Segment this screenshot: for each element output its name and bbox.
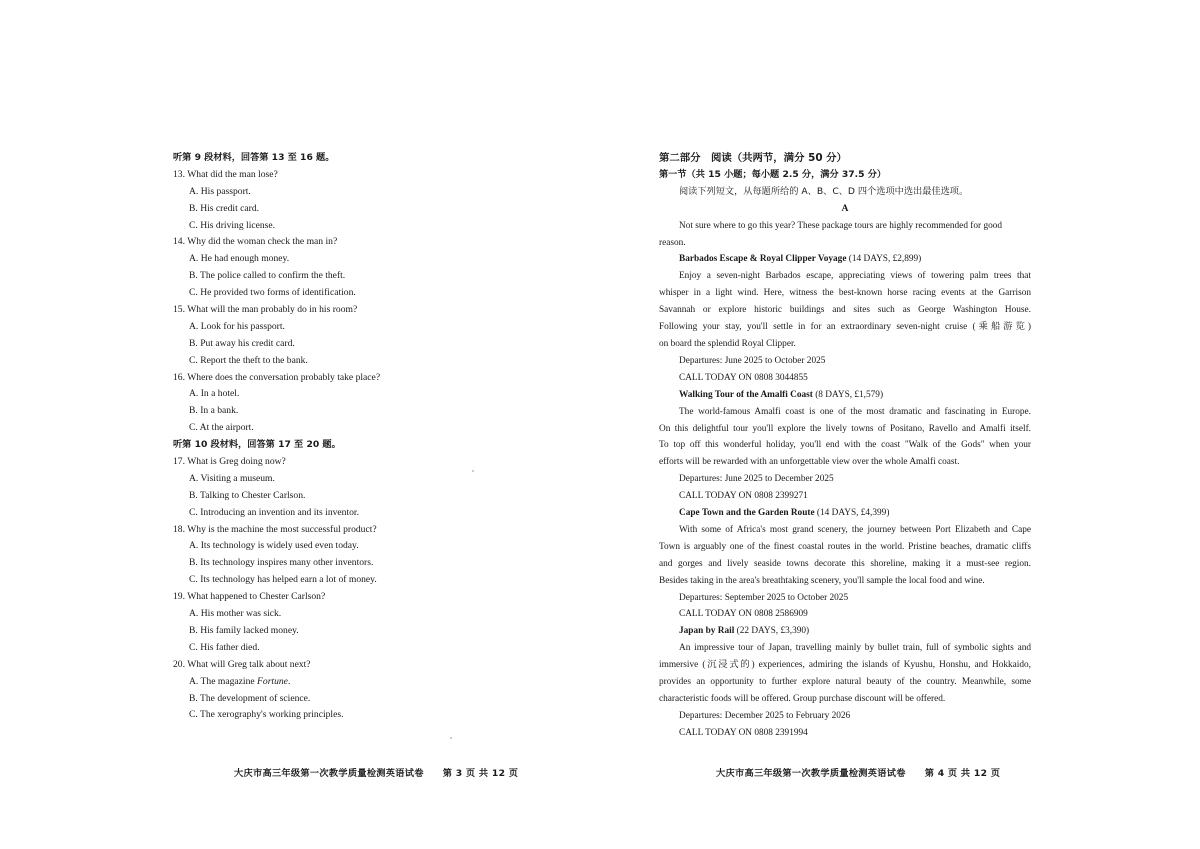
tour4-line-1: An impressive tour of Japan, travelling mainly by bullet train, full of symbolic sights and <box>679 643 1031 654</box>
part-title: 第二部分 阅读（共两节，满分 50 分） <box>659 152 847 164</box>
tour1-line-1: Enjoy a seven-night Barbados escape, appreciating views of towering palm trees that <box>679 271 1031 282</box>
option-20c: C. The xerography's working principles. <box>189 709 344 721</box>
option-15c: C. Report the theft to the bank. <box>189 354 308 366</box>
option-14b: B. The police called to confirm the theft. <box>189 270 346 282</box>
tour1-meta: (14 DAYS, £2,899) <box>846 254 922 265</box>
option-20a-suffix: . <box>287 675 291 687</box>
option-16b: B. In a bank. <box>189 405 239 417</box>
tour2-phone: CALL TODAY ON 0808 2399271 <box>679 491 808 502</box>
option-19a: A. His mother was sick. <box>189 608 282 620</box>
tour2-heading <box>659 387 1031 404</box>
tour2-departures: Departures: June 2025 to December 2025 <box>679 474 834 485</box>
magazine-title: Fortune <box>257 675 288 687</box>
tour4-departures: Departures: December 2025 to February 2026 <box>679 710 851 721</box>
tour1-line-4: Following your stay, you'll settle in for an extraordinary seven-night cruise (乘船游览) <box>659 322 1031 333</box>
option-17c: C. Introducing an invention and its inventor. <box>189 506 359 518</box>
tour2-meta: (8 DAYS, £1,579) <box>812 389 884 400</box>
question-15: 15. What will the man probably do in his room? <box>173 304 358 316</box>
question-13: 13. What did the man lose? <box>173 168 278 180</box>
tour4-line-3: provides an opportunity to further explore natural beauty of the country. Meanwhile, some <box>659 677 1031 688</box>
option-19c: C. His father died. <box>189 641 260 653</box>
scan-speck <box>450 737 452 739</box>
option-13b: B. His credit card. <box>189 202 260 214</box>
option-15a: A. Look for his passport. <box>189 320 285 332</box>
tour1-departures: Departures: June 2025 to October 2025 <box>679 355 826 366</box>
option-16a: A. In a hotel. <box>189 388 240 400</box>
tour3-line-1: With some of Africa's most grand scenery, the journey between Port Elizabeth and Cape <box>679 524 1031 535</box>
tour1-title: Barbados Escape & Royal Clipper Voyage <box>679 254 847 265</box>
tour1-heading <box>659 251 1031 268</box>
footer-page-3: 大庆市高三年级第一次教学质量检测英语试卷 第 3 页 共 12 页 <box>234 768 519 779</box>
section-heading-9: 听第 9 段材料，回答第 13 至 16 题。 <box>173 152 335 163</box>
intro-line-2: reason. <box>659 237 686 248</box>
option-20a-prefix: A. The magazine <box>189 675 258 687</box>
tour4-phone: CALL TODAY ON 0808 2391994 <box>679 727 808 738</box>
option-17a: A. Visiting a museum. <box>189 472 275 484</box>
option-20b: B. The development of science. <box>189 692 311 704</box>
tour3-departures: Departures: September 2025 to October 2025 <box>679 592 849 603</box>
tour1-phone: CALL TODAY ON 0808 3044855 <box>679 372 808 383</box>
option-16c: C. At the airport. <box>189 422 254 434</box>
option-18c: C. Its technology has helped earn a lot of money. <box>189 574 377 586</box>
question-18: 18. Why is the machine the most successful product? <box>173 523 377 535</box>
tour3-phone: CALL TODAY ON 0808 2586909 <box>679 609 808 620</box>
tour2-title: Walking Tour of the Amalfi Coast <box>679 389 813 400</box>
tour2-line-1: The world-famous Amalfi coast is one of the most dramatic and fascinating in Europe. <box>679 406 1031 417</box>
question-19: 19. What happened to Chester Carlson? <box>173 591 326 603</box>
question-20: 20. What will Greg talk about next? <box>173 658 311 670</box>
option-17b: B. Talking to Chester Carlson. <box>189 489 306 501</box>
tour3-heading <box>659 505 1031 522</box>
question-17: 17. What is Greg doing now? <box>173 456 286 468</box>
footer-page-4: 大庆市高三年级第一次教学质量检测英语试卷 第 4 页 共 12 页 <box>716 768 1001 779</box>
section-one-title: 第一节（共 15 小题；每小题 2.5 分，满分 37.5 分） <box>659 168 887 180</box>
question-14: 14. Why did the woman check the man in? <box>173 236 338 248</box>
option-19b: B. His family lacked money. <box>189 624 299 636</box>
option-13a: A. His passport. <box>189 185 251 197</box>
question-16: 16. Where does the conversation probably take place? <box>173 371 381 383</box>
tour3-line-3: and gorges and lively seaside towns decorate this shoreline, making it a must-see region. <box>659 558 1031 569</box>
tour1-line-5: on board the splendid Royal Clipper. <box>659 338 796 349</box>
tour1-line-3: Savannah or explore historic buildings and sites such as George Washington House. <box>659 305 1031 316</box>
option-14c: C. He provided two forms of identification. <box>189 287 356 299</box>
tour2-line-4: efforts will be rewarded with an unforgettable view over the whole Amalfi coast. <box>659 457 960 468</box>
option-13c: C. His driving license. <box>189 219 276 231</box>
option-18b: B. Its technology inspires many other inventors. <box>189 557 374 569</box>
tour2-line-3: To top off this wonderful holiday, you'll end with the coast "Walk of the Gods" when your <box>659 440 1031 451</box>
tour3-title: Cape Town and the Garden Route <box>679 508 815 519</box>
tour4-meta: (22 DAYS, £3,390) <box>734 626 810 637</box>
tour1-line-2: whisper in a light wind. Here, witness the best-known horse racing events at the Garrison <box>659 288 1031 299</box>
option-15b: B. Put away his credit card. <box>189 337 295 349</box>
tour2-line-2: On this delightful tour you'll explore the lively towns of Positano, Ravello and Amalfi itself. <box>659 423 1031 434</box>
instruction: 阅读下列短文，从每题所给的 A、B、C、D 四个选项中选出最佳选项。 <box>679 185 969 197</box>
tour4-heading <box>659 623 1031 640</box>
passage-letter: A <box>841 202 849 214</box>
section-heading-10: 听第 10 段材料，回答第 17 至 20 题。 <box>173 439 341 451</box>
scan-speck <box>472 470 474 472</box>
option-20a <box>173 674 573 691</box>
right-page <box>659 150 1031 742</box>
intro-line-1: Not sure where to go this year? These package tours are highly recommended for good <box>679 220 1003 231</box>
tour4-line-2: immersive (沉浸式的) experiences, admiring the islands of Kyushu, Honshu, and Hokkaido, <box>659 660 1031 671</box>
left-page <box>173 150 573 724</box>
option-14a: A. He had enough money. <box>189 253 290 265</box>
tour4-line-4: characteristic foods will be offered. Group purchase discount will be offered. <box>659 694 946 704</box>
option-18a: A. Its technology is widely used even today. <box>189 540 359 552</box>
tour3-line-2: Town is arguably one of the finest coastal routes in the world. Pristine beaches, dramatic cliffs <box>659 541 1031 552</box>
tour4-title: Japan by Rail <box>679 626 735 637</box>
tour3-meta: (14 DAYS, £4,399) <box>814 508 890 519</box>
tour3-line-4: Besides taking in the area's breathtaking scenery, you'll sample the local food and wine. <box>659 575 985 586</box>
